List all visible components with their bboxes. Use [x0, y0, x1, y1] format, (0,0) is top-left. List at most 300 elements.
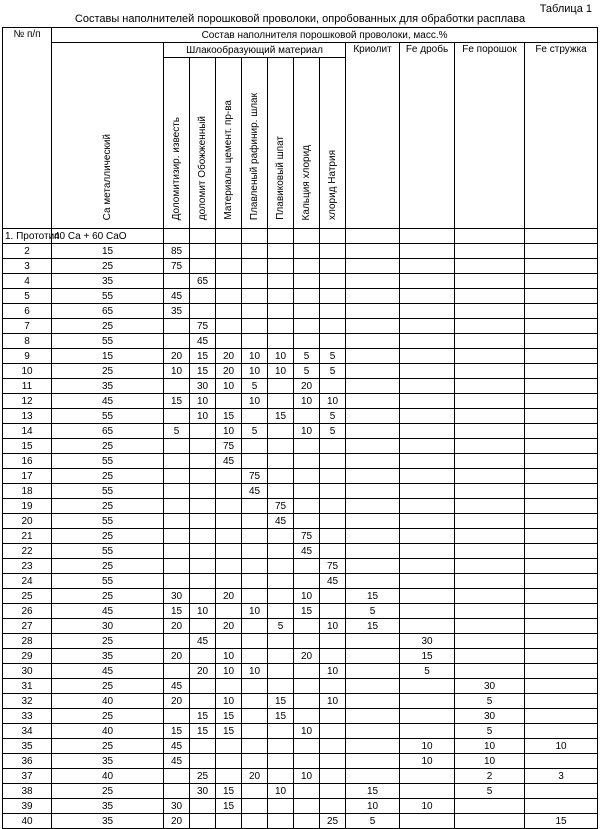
table-cell: 14: [3, 424, 52, 439]
table-cell: 40: [52, 694, 164, 709]
table-cell: [268, 424, 294, 439]
table-cell: [190, 454, 216, 469]
table-cell: [268, 799, 294, 814]
table-cell: 25: [52, 634, 164, 649]
table-cell: [346, 694, 400, 709]
table-cell: [242, 244, 268, 259]
table-cell: 15: [164, 724, 190, 739]
table-cell: [190, 424, 216, 439]
table-cell: 45: [52, 394, 164, 409]
table-cell: [346, 754, 400, 769]
table-cell: [525, 259, 598, 274]
table-cell: 30: [455, 679, 525, 694]
table-cell: [320, 274, 346, 289]
table-cell: 7: [3, 319, 52, 334]
table-row: [3, 664, 598, 679]
table-cell: [525, 754, 598, 769]
table-cell: [190, 304, 216, 319]
table-cell: [400, 274, 455, 289]
table-cell: [455, 649, 525, 664]
table-cell: [216, 319, 242, 334]
table-cell: 10: [455, 739, 525, 754]
table-cell: [164, 769, 190, 784]
table-cell: [346, 574, 400, 589]
table-cell: [268, 289, 294, 304]
table-cell: [346, 274, 400, 289]
table-cell: [294, 619, 320, 634]
table-cell: 40: [52, 724, 164, 739]
header-slag-col-label: доломит Обожженный: [197, 115, 208, 220]
table-cell: [242, 694, 268, 709]
table-row: [3, 394, 598, 409]
table-cell: [294, 709, 320, 724]
table-cell: 15: [346, 589, 400, 604]
table-cell: [455, 379, 525, 394]
table-cell: [346, 469, 400, 484]
table-cell: [164, 499, 190, 514]
table-cell: 9: [3, 349, 52, 364]
table-cell: [400, 814, 455, 829]
table-cell: [400, 514, 455, 529]
table-cell: [242, 319, 268, 334]
table-cell: [164, 634, 190, 649]
table-cell: [320, 679, 346, 694]
table-cell: 25: [52, 529, 164, 544]
table-cell: [190, 514, 216, 529]
table-cell: [455, 559, 525, 574]
table-cell: [294, 499, 320, 514]
table-cell: [320, 709, 346, 724]
table-cell: [455, 229, 525, 244]
table-cell: 30: [455, 709, 525, 724]
table-cell: [525, 529, 598, 544]
table-cell: [268, 469, 294, 484]
table-cell: [242, 574, 268, 589]
table-cell: 15: [164, 394, 190, 409]
header-slag-col: [320, 58, 346, 229]
table-cell: [294, 514, 320, 529]
table-row: [3, 724, 598, 739]
table-cell: 3: [3, 259, 52, 274]
table-cell: 35: [52, 379, 164, 394]
table-cell: [346, 409, 400, 424]
table-cell: 40 Ca + 60 CaO: [52, 229, 164, 244]
table-cell: [164, 484, 190, 499]
table-cell: 38: [3, 784, 52, 799]
table-cell: 40: [3, 814, 52, 829]
table-cell: [294, 439, 320, 454]
table-cell: 5: [294, 364, 320, 379]
table-cell: [346, 379, 400, 394]
table-cell: 55: [52, 514, 164, 529]
table-cell: [268, 439, 294, 454]
table-cell: [268, 484, 294, 499]
table-cell: [320, 589, 346, 604]
table-cell: [455, 544, 525, 559]
table-cell: [320, 244, 346, 259]
table-cell: 85: [164, 244, 190, 259]
table-cell: [294, 484, 320, 499]
table-cell: [242, 454, 268, 469]
table-cell: 55: [52, 409, 164, 424]
table-cell: [346, 634, 400, 649]
table-cell: 10: [242, 604, 268, 619]
table-cell: [294, 244, 320, 259]
table-cell: 10: [242, 664, 268, 679]
table-cell: 45: [242, 484, 268, 499]
table-cell: 19: [3, 499, 52, 514]
table-cell: 55: [52, 544, 164, 559]
table-row: [3, 799, 598, 814]
table-cell: [346, 544, 400, 559]
table-cell: [455, 349, 525, 364]
table-cell: [525, 484, 598, 499]
table-cell: [242, 724, 268, 739]
table-cell: [242, 589, 268, 604]
table-cell: [242, 739, 268, 754]
table-cell: 10: [268, 784, 294, 799]
table-cell: 13: [3, 409, 52, 424]
table-cell: [525, 664, 598, 679]
table-cell: 3: [525, 769, 598, 784]
table-row: [3, 814, 598, 829]
table-cell: [164, 334, 190, 349]
table-cell: 25: [52, 439, 164, 454]
table-cell: 15: [346, 619, 400, 634]
table-cell: 5: [268, 619, 294, 634]
table-cell: [320, 454, 346, 469]
table-cell: [216, 529, 242, 544]
table-cell: 30: [3, 664, 52, 679]
table-cell: 5: [242, 379, 268, 394]
table-cell: [164, 544, 190, 559]
table-row: [3, 319, 598, 334]
table-cell: [400, 394, 455, 409]
table-cell: 15: [268, 694, 294, 709]
table-cell: [320, 634, 346, 649]
table-cell: [294, 799, 320, 814]
table-cell: [525, 694, 598, 709]
table-cell: 20: [216, 589, 242, 604]
table-cell: [525, 469, 598, 484]
table-cell: [216, 484, 242, 499]
header-cryolite: Криолит: [346, 43, 400, 229]
table-cell: 20: [216, 364, 242, 379]
table-cell: 10: [400, 754, 455, 769]
table-cell: [190, 529, 216, 544]
table-cell: [164, 454, 190, 469]
table-cell: 10: [294, 589, 320, 604]
table-cell: 6: [3, 304, 52, 319]
table-cell: [525, 334, 598, 349]
table-cell: 45: [268, 514, 294, 529]
table-cell: 75: [268, 499, 294, 514]
table-cell: [268, 394, 294, 409]
table-cell: 5: [346, 814, 400, 829]
table-cell: 10: [268, 349, 294, 364]
table-cell: [455, 259, 525, 274]
table-cell: [455, 319, 525, 334]
table-cell: [320, 439, 346, 454]
table-cell: [346, 424, 400, 439]
table-cell: [268, 454, 294, 469]
table-row: [3, 379, 598, 394]
table-cell: [268, 259, 294, 274]
table-cell: [346, 499, 400, 514]
table-cell: [455, 424, 525, 439]
table-cell: [400, 679, 455, 694]
header-fe-shot: Fe дробь: [400, 43, 455, 229]
table-cell: [455, 289, 525, 304]
table-cell: 15: [268, 709, 294, 724]
table-row: [3, 409, 598, 424]
table-cell: 45: [294, 544, 320, 559]
header-composition: Состав наполнителя порошковой проволоки, масс.%: [52, 28, 598, 43]
table-cell: 30: [190, 784, 216, 799]
table-cell: 25: [52, 364, 164, 379]
table-cell: [400, 349, 455, 364]
table-cell: 45: [164, 679, 190, 694]
table-cell: [164, 274, 190, 289]
table-cell: [294, 469, 320, 484]
table-cell: 15: [268, 409, 294, 424]
table-cell: [190, 649, 216, 664]
table-cell: [268, 589, 294, 604]
table-cell: 20: [164, 349, 190, 364]
table-cell: [346, 259, 400, 274]
table-cell: [320, 724, 346, 739]
table-cell: [346, 244, 400, 259]
table-cell: 30: [190, 379, 216, 394]
header-slag-group: Шлакообразующий материал: [164, 43, 346, 58]
table-cell: [525, 439, 598, 454]
table-cell: 45: [190, 634, 216, 649]
table-cell: [294, 319, 320, 334]
table-cell: 35: [52, 649, 164, 664]
table-cell: [242, 544, 268, 559]
table-cell: [455, 439, 525, 454]
table-cell: [455, 799, 525, 814]
table-row: [3, 574, 598, 589]
table-row: [3, 499, 598, 514]
table-cell: [525, 244, 598, 259]
table-cell: [190, 259, 216, 274]
table-cell: [216, 634, 242, 649]
table-cell: [346, 739, 400, 754]
table-cell: 25: [320, 814, 346, 829]
table-cell: 10: [294, 394, 320, 409]
table-cell: [242, 259, 268, 274]
table-cell: [164, 439, 190, 454]
table-cell: [320, 289, 346, 304]
table-cell: [320, 739, 346, 754]
table-cell: [525, 409, 598, 424]
table-cell: [400, 544, 455, 559]
table-cell: [242, 754, 268, 769]
table-cell: [346, 289, 400, 304]
table-cell: [268, 814, 294, 829]
table-cell: [525, 394, 598, 409]
table-cell: [400, 724, 455, 739]
table-cell: 45: [164, 739, 190, 754]
table-cell: [320, 604, 346, 619]
table-cell: 5: [346, 604, 400, 619]
table-cell: [400, 244, 455, 259]
table-cell: 10: [242, 349, 268, 364]
table-cell: [525, 514, 598, 529]
table-cell: 65: [52, 424, 164, 439]
table-cell: 15: [52, 244, 164, 259]
table-cell: 27: [3, 619, 52, 634]
table-cell: [400, 259, 455, 274]
table-cell: 35: [164, 304, 190, 319]
table-row: [3, 349, 598, 364]
table-cell: [190, 799, 216, 814]
table-cell: 25: [52, 499, 164, 514]
table-cell: [455, 334, 525, 349]
table-cell: [216, 259, 242, 274]
table-cell: [320, 529, 346, 544]
table-cell: [164, 559, 190, 574]
table-cell: [400, 364, 455, 379]
table-cell: 30: [164, 589, 190, 604]
table-cell: [268, 634, 294, 649]
table-cell: 10: [400, 799, 455, 814]
table-cell: [525, 274, 598, 289]
table-cell: [216, 679, 242, 694]
table-cell: 10: [320, 694, 346, 709]
table-cell: [400, 589, 455, 604]
table-cell: [455, 664, 525, 679]
table-row: [3, 364, 598, 379]
table-row: [3, 439, 598, 454]
table-number: Таблица 1: [539, 3, 592, 15]
table-cell: [525, 349, 598, 364]
table-cell: [268, 334, 294, 349]
header-fe-chips: Fe стружка: [525, 43, 598, 229]
table-cell: [268, 739, 294, 754]
table-cell: [164, 664, 190, 679]
table-row: [3, 259, 598, 274]
table-cell: 10: [242, 394, 268, 409]
table-cell: [525, 574, 598, 589]
table-cell: 25: [52, 259, 164, 274]
table-cell: [216, 739, 242, 754]
table-cell: 5: [455, 694, 525, 709]
table-cell: 15: [216, 784, 242, 799]
header-slag-col-label: хлорид Натрия: [327, 150, 338, 220]
table-cell: 10: [216, 694, 242, 709]
table-cell: [216, 754, 242, 769]
table-cell: 15: [164, 604, 190, 619]
table-cell: 39: [3, 799, 52, 814]
table-cell: [525, 454, 598, 469]
table-cell: 20: [164, 619, 190, 634]
table-cell: [455, 409, 525, 424]
table-cell: 21: [3, 529, 52, 544]
table-cell: [242, 334, 268, 349]
table-cell: [320, 304, 346, 319]
table-cell: [164, 379, 190, 394]
table-cell: [320, 649, 346, 664]
table-cell: [190, 499, 216, 514]
table-cell: 45: [164, 289, 190, 304]
table-cell: [455, 454, 525, 469]
table-cell: 25: [52, 319, 164, 334]
table-cell: [242, 409, 268, 424]
table-cell: [268, 559, 294, 574]
table-cell: [320, 544, 346, 559]
table-cell: 15: [216, 724, 242, 739]
table-cell: [320, 769, 346, 784]
table-cell: 10: [216, 649, 242, 664]
table-cell: [268, 274, 294, 289]
table-row: [3, 469, 598, 484]
table-cell: [455, 574, 525, 589]
table-cell: 35: [3, 739, 52, 754]
table-cell: 20: [294, 649, 320, 664]
table-cell: 15: [294, 604, 320, 619]
table-cell: [400, 484, 455, 499]
table-cell: [190, 574, 216, 589]
table-cell: [268, 229, 294, 244]
table-cell: [400, 439, 455, 454]
table-cell: [294, 334, 320, 349]
table-cell: [164, 319, 190, 334]
table-caption: Составы наполнителей порошковой проволоки, опробованных для обработки расплава: [74, 13, 526, 25]
header-slag-col-label: Плавленый рафинир. шлак: [249, 92, 260, 220]
table-row: [3, 754, 598, 769]
table-row: [3, 679, 598, 694]
table-cell: 65: [52, 304, 164, 319]
table-cell: [216, 544, 242, 559]
table-cell: 20: [190, 664, 216, 679]
table-cell: [294, 679, 320, 694]
table-cell: 10: [3, 364, 52, 379]
table-cell: [346, 334, 400, 349]
table-cell: [268, 244, 294, 259]
table-row: [3, 769, 598, 784]
table-cell: 20: [294, 379, 320, 394]
table-cell: [455, 394, 525, 409]
table-cell: [190, 289, 216, 304]
table-cell: [190, 754, 216, 769]
table-cell: 45: [164, 754, 190, 769]
table-cell: [525, 619, 598, 634]
table-cell: 11: [3, 379, 52, 394]
table-cell: 10: [294, 424, 320, 439]
table-cell: [190, 484, 216, 499]
table-cell: [455, 514, 525, 529]
table-cell: [294, 229, 320, 244]
table-cell: [216, 514, 242, 529]
table-cell: 75: [242, 469, 268, 484]
table-cell: 10: [164, 364, 190, 379]
table-cell: 29: [3, 649, 52, 664]
table-cell: 10: [216, 424, 242, 439]
table-row: [3, 454, 598, 469]
table-cell: 31: [3, 679, 52, 694]
table-cell: [294, 574, 320, 589]
table-cell: [294, 274, 320, 289]
table-cell: [346, 229, 400, 244]
table-cell: [294, 289, 320, 304]
table-cell: 20: [242, 769, 268, 784]
table-cell: [320, 319, 346, 334]
table-row: [3, 589, 598, 604]
table-cell: 55: [52, 454, 164, 469]
table-cell: [400, 454, 455, 469]
